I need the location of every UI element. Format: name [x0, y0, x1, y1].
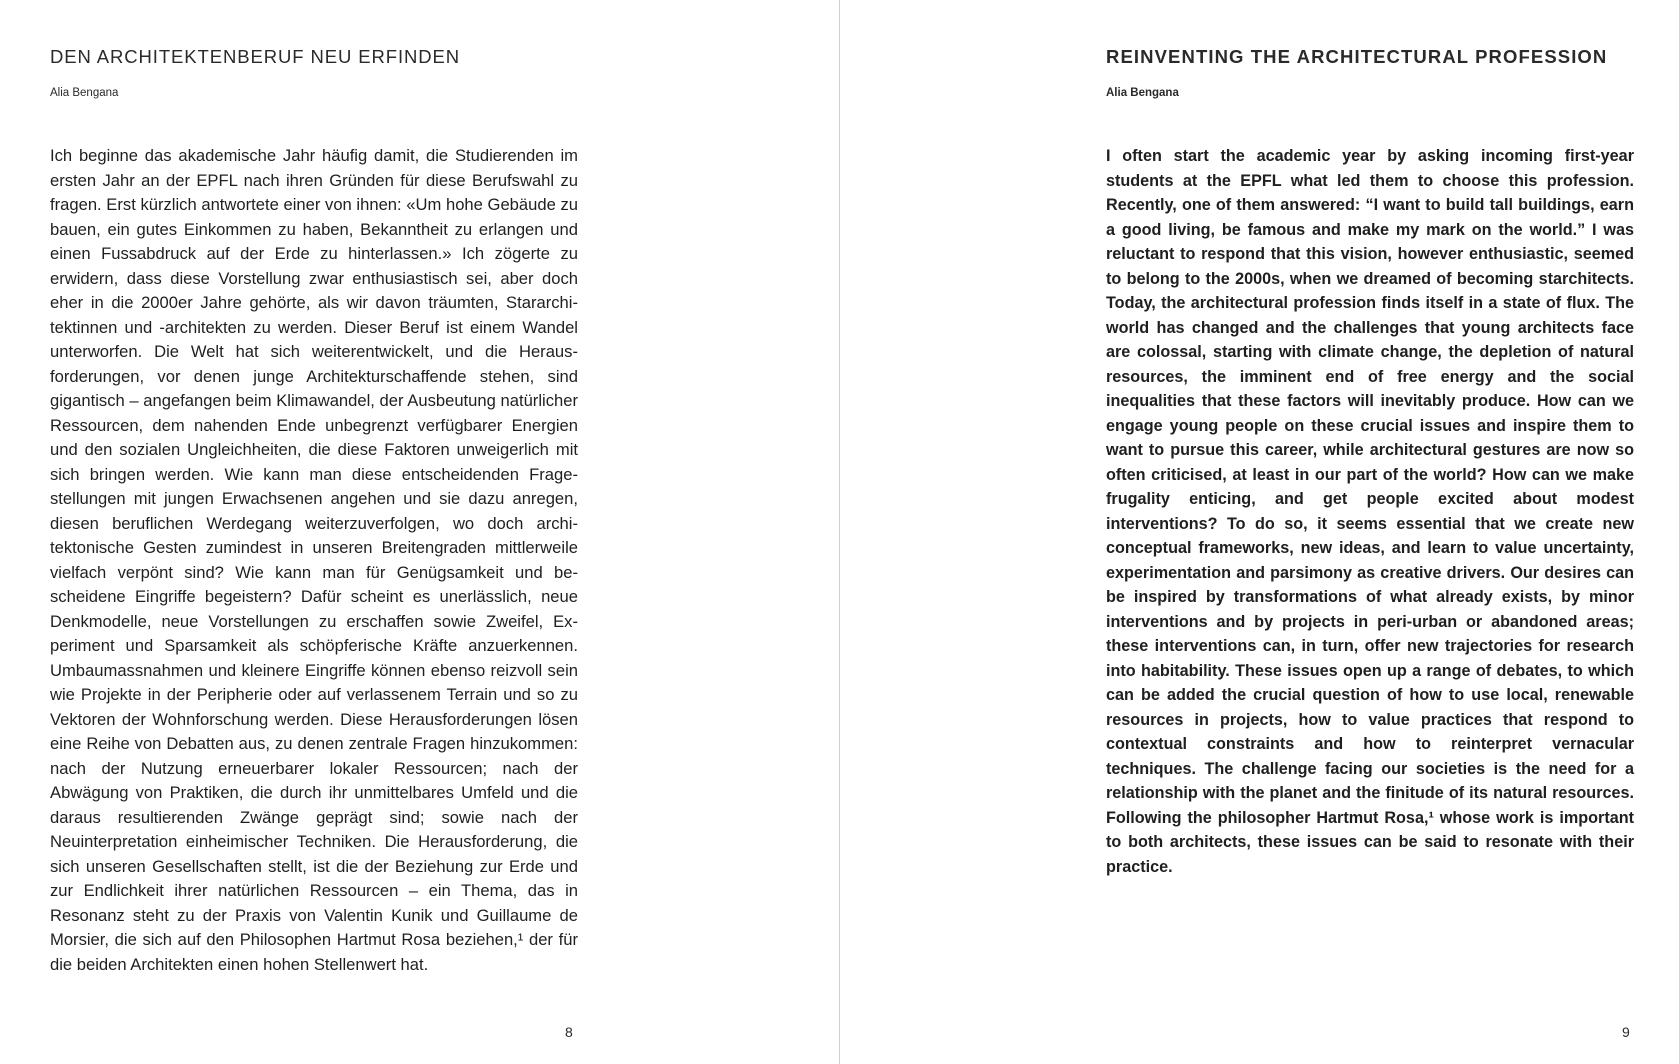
author-name: Alia Bengana	[50, 87, 119, 99]
body-text-english: I often start the academic year by asking incoming first-year students at the EPFL what led them to choose this profession. Recently, one of them answered: “I want to build tall buildings, earn a good living, be famous and make my mark on the world.” I was reluctant to respond that this vision, however enthusiastic, seemed to belong to the 2000s, when we dreamed of becoming starchitects. Today, the architectural profession finds itself in a state of flux. The world has changed and the challenges that young architects face are colossal, starting with climate change, the depletion of natural resources, the imminent end of free energy and the social inequalities that these factors will inevitably produce. How can we engage young people on these crucial issues and inspire them to want to pursue this career, while architectural gestures are now so often criticised, at least in our part of the world? How can we make frugality enticing, and get people excited about modest interventions? To do so, it seems essential that we create new conceptual frameworks, new ideas, and learn to value uncertainty, experimentation and parsimony as creative drivers. Our desires can be inspired by transformations of what already exists, by minor interventions and by projects in peri-urban or abandoned areas; these interventions can, in turn, offer new trajectories for research into habitability. These issues open up a range of debates, to which can be added the crucial question of how to use local, renewable resources in projects, how to value practices that respond to contextual constraints and how to reinterpret vernacular techniques. The challenge facing our societies is the need for a relationship with the planet and the finitude of its natural resources. Following the philosopher Hartmut Rosa,¹ whose work is important to both architects, these issues can be said to resonate with their practice.	[1106, 147, 1634, 876]
page-number: 9	[1622, 1024, 1630, 1040]
left-page	[0, 0, 839, 1064]
author-name: Alia Bengana	[1106, 87, 1179, 99]
page-title-english: REINVENTING THE ARCHITECTURAL PROFESSION	[1106, 46, 1608, 67]
right-page	[840, 0, 1679, 1064]
page-number: 8	[565, 1024, 573, 1040]
page-title-german: DEN ARCHITEKTENBERUF NEU ERFINDEN	[50, 46, 461, 67]
body-text-german: Ich beginne das akademische Jahr häufig damit, die Studierenden im ersten Jahr an der EPFL nach ihren Gründen für diese Berufswahl zu fragen. Erst kürzlich antwortete einer von ihnen: «Um hohe Gebäude zu bauen, ein gutes Einkommen zu haben, Bekanntheit zu erlangen und einen Fussabdruck auf der Erde zu hinterlassen.» Ich zögerte zu erwidern, dass diese Vorstellung zwar enthusiastisch sei, aber doch eher in die 2000er Jahre gehörte, als wir davon träumten, Stararchitektinnen und -architekten zu werden. Dieser Beruf ist einem Wandel unterworfen. Die Welt hat sich weiterentwickelt, und die Herausforderungen, vor denen junge Architekturschaffende stehen, sind gigantisch – angefangen beim Klimawandel, der Ausbeutung natürlicher Ressourcen, dem nahenden Ende unbegrenzt verfügbarer Energien und den sozialen Ungleichheiten, die diese Faktoren unweigerlich mit sich bringen werden. Wie kann man diese entscheidenden Fragestellungen mit jungen Erwachsenen angehen und sie dazu anregen, diesen beruflichen Werdegang weiterzuverfolgen, wo doch architektonische Gesten zumindest in unseren Breitengraden mittlerweile vielfach verpönt sind? Wie kann man für Genügsamkeit und bescheidene Eingriffe begeistern? Dafür scheint es unerlässlich, neue Denkmodelle, neue Vorstellungen zu erschaffen sowie Zweifel, Experiment und Sparsamkeit als schöpferische Kräfte anzuerkennen. Umbaumassnahmen und kleinere Eingriffe können ebenso reizvoll sein wie Projekte in der Peripherie oder auf verlassenem Terrain und so zu Vektoren der Wohnforschung werden. Diese Herausforderungen lösen eine Reihe von Debatten aus, zu denen zentrale Fragen hinzukommen: nach der Nutzung erneuerbarer lokaler Ressourcen; nach der Abwägung von Praktiken, die durch ihr unmittelbares Umfeld und die daraus resultierenden Zwänge geprägt sind; sowie nach der Neuinterpretation einheimischer Techniken. Die Herausforderung, die sich unseren Gesellschaften stellt, ist die der Beziehung zur Erde und zur Endlichkeit ihrer natürlichen Ressourcen – ein Thema, das in Resonanz steht zu der Praxis von Valentin Kunik und Guillaume de Morsier, die sich auf den Philosophen Hartmut Rosa beziehen,¹ der für die beiden Architekten einen hohen Stellenwert hat.	[50, 146, 578, 974]
